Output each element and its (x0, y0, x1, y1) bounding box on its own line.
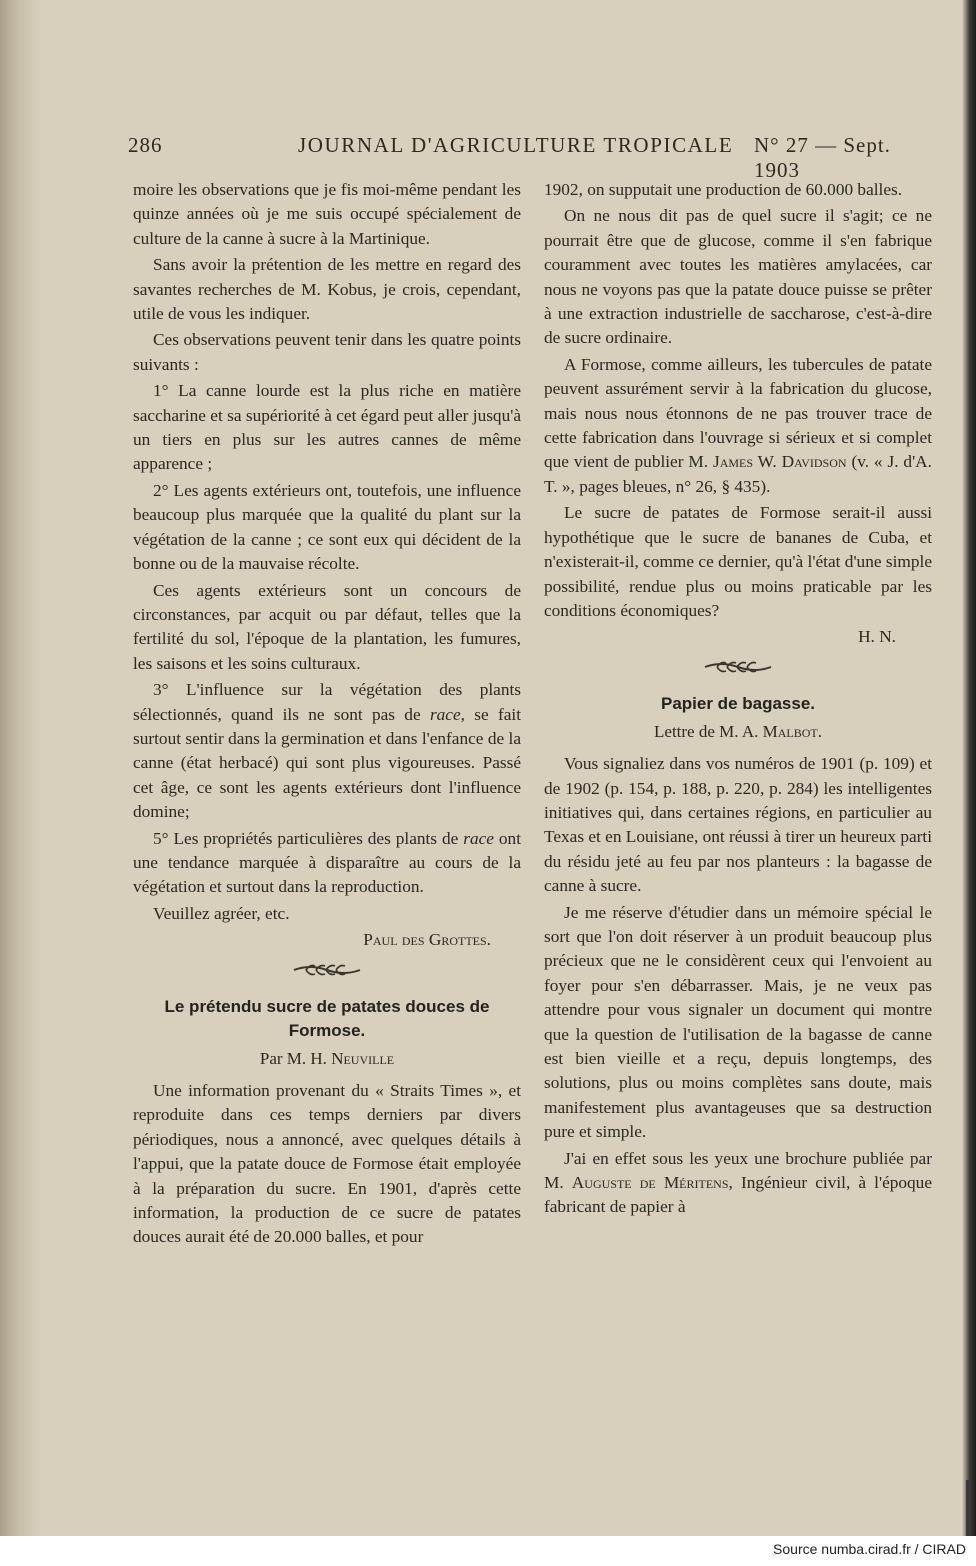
paragraph: 1902, on supputait une production de 60.000 balles. (544, 180, 903, 199)
byline (544, 720, 932, 744)
text-run: 3° L'influence sur la végétation des plants sélectionnés, quand ils ne sont pas de (133, 680, 521, 724)
text-run: A Formose, comme ailleurs, les tubercules de patate peuvent assurément servir à la fabrication du glucose, mais nous nous étonnons de ne pas trouver trace de cette fabrication dans l'ouvrage si sérieux et si complet que vient de publier M. (544, 354, 932, 472)
paragraph: Je me réserve d'étudier dans un mémoire spécial le sort que l'on doit réserver à un produit beaucoup plus précieux que ne le considèrent ceux qui l'envoient au foyer pour s'en débarrasser. Mais, je ne veux pas attendre pour vous signaler un document qui montre que la question de l'utilisation de la bagasse de canne est bien vieille et a reçu, depuis longtemps, des solutions, plus ou moins complètes sans doute, mais manifestement plus avantageuses que sa destruction pure et simple. (544, 902, 932, 1142)
emphasis: race (463, 828, 494, 848)
paragraph (133, 827, 521, 900)
byline-prefix: Par M. H. (259, 1048, 327, 1068)
paragraph: moire les observations que je fis moi-même pendant les quinze années où je me suis occupé spécialement de culture de la canne à sucre à la Martinique. (133, 180, 521, 248)
paragraph (544, 353, 932, 499)
author-name: James W. Davidson (712, 452, 847, 472)
paragraph: Ces agents extérieurs sont un concours de circonstances, par acquit ou par défaut, telles que la fertilité du sol, l'époque de la plantation, les fumures, les saisons et les soins culturaux. (133, 580, 521, 673)
paragraph: Le sucre de patates de Formose serait-il aussi hypothétique que le sucre de bananes de Cuba, et n'existerait-il, comme ce dernier, qu'à l'état d'une simple possibilité, rendue plus ou moins praticable par les conditions économiques? (544, 503, 932, 620)
issue-info: N° 27 — Sept. 1903 (754, 133, 891, 182)
emphasis: race (429, 704, 461, 724)
paragraph: 1° La canne lourde est la plus riche en matière saccharine et sa supériorité à cet égard peut aller jusqu'à un tiers en plus sur les autres cannes de même apparence ; (133, 381, 521, 474)
article-title: Papier de bagasse. (660, 693, 816, 713)
source-credit: Source numba.cirad.fr / CIRAD (773, 1541, 966, 1557)
left-column (133, 178, 521, 1252)
text-run: (v. « J. d'A. T. », pages bleues, n° 26, § 435). (544, 452, 932, 496)
paragraph (544, 1147, 932, 1220)
binding-edge-red (971, 0, 976, 22)
fleuron-ornament-icon (292, 963, 362, 977)
binding-edge-blue (966, 1480, 976, 1536)
paragraph (133, 678, 521, 824)
paragraph: Vous signaliez dans vos numéros de 1901 (p. 109) et de 1902 (p. 154, p. 188, p. 220, p. 284) les intelligentes initiatives qui, dans certaines régions, en particulier au Texas et en Louisiane, ont réussi à tirer un heureux parti du résidu jeté au feu par nos planteurs : la bagasse de canne à sucre. (544, 754, 932, 896)
byline (133, 1047, 521, 1071)
byline-prefix: Lettre de M. A. (654, 721, 759, 741)
paragraph: 2° Les agents extérieurs ont, toutefois, une influence beaucoup plus marquée que la qualité du plant sur la végétation de la canne ; ce sont eux qui décident de la bonne ou de la mauvaise récolte. (133, 480, 521, 574)
journal-title: JOURNAL D'AGRICULTURE TROPICALE (298, 133, 734, 157)
author-name: Auguste de Méritens (571, 1173, 729, 1193)
text-run: ont une tendance marquée à disparaître au cours de la végétation et surtout dans la reproduction. (133, 828, 521, 897)
paragraph: Veuillez agréer, etc. (153, 903, 290, 923)
text-run: J'ai en effet sous les yeux une brochure publiée par M. (544, 1148, 932, 1193)
paragraph: Ces observations peuvent tenir dans les quatre points suivants : (133, 330, 521, 374)
right-column (544, 178, 932, 1222)
paragraph: Sans avoir la prétention de les mettre en regard des savantes recherches de M. Kobus, je crois, cependant, utile de vous les indiquer. (133, 255, 521, 324)
signature: Paul des Grottes. (363, 930, 491, 950)
fleuron-ornament-icon (703, 660, 773, 674)
author-name: Neuville (331, 1048, 395, 1068)
paragraph: Une information provenant du « Straits Times », et reproduite dans ces temps derniers par divers périodiques, nous a annoncé, avec quelques détails à l'appui, que la patate douce de Formose était employée à la préparation du sucre. En 1901, d'après cette information, la production de ce sucre de patates douces aurait été de 20.000 balles, et pour (133, 1081, 521, 1247)
page-number: 286 (128, 133, 163, 157)
text-run: , se fait surtout sentir dans la germination et dans l'enfance de la canne (état herbacé) qui sont plus vigoureuses. Passé cet âge, ce sont les agents extérieurs dont l'influence domine; (133, 704, 522, 822)
article-title: Le prétendu sucre de patates douces de Formose. (164, 996, 490, 1040)
signature: H. N. (858, 627, 896, 647)
text-run: , Ingénieur civil, à l'époque fabricant de papier à (544, 1173, 932, 1217)
paragraph: On ne nous dit pas de quel sucre il s'agit; ce ne pourrait être que de glucose, comme il s'en fabrique couramment avec toutes les matières amylacées, car nous ne voyons pas que la patate douce puisse se prêter à une extraction industrielle de saccharose, c'est-à-dire de sucre ordinaire. (544, 206, 932, 348)
author-name: Malbot. (762, 721, 822, 741)
text-run: 5° Les propriétés particulières des plants de (153, 828, 459, 848)
